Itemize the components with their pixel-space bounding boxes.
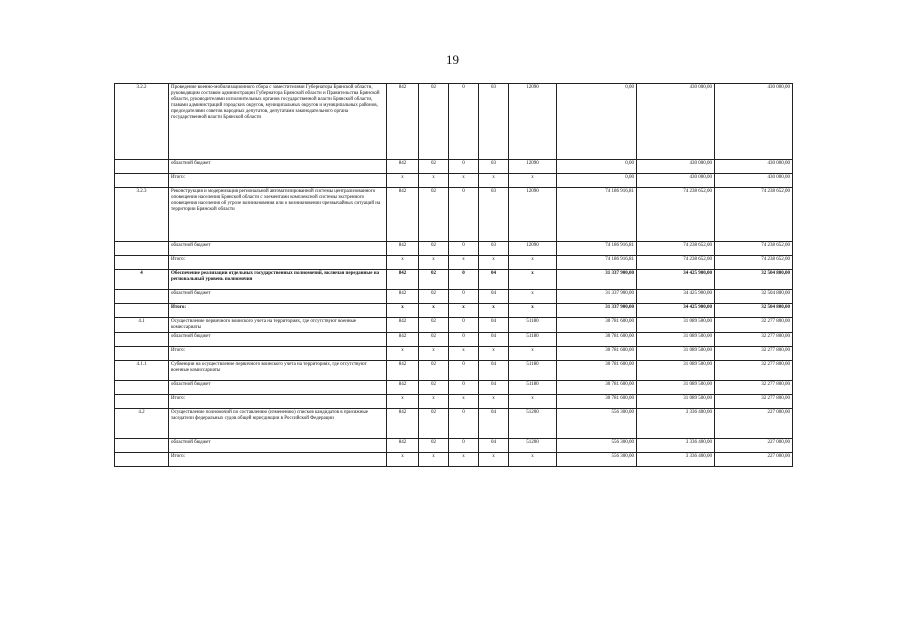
code-gov: 842	[387, 160, 419, 174]
code-section: 02	[419, 270, 449, 290]
row-number	[115, 160, 169, 174]
table-row	[115, 333, 793, 347]
amount-year-2: 31 089 500,00	[637, 381, 715, 395]
code-sub: 0	[449, 409, 479, 439]
amount-year-1: 556 300,00	[557, 439, 637, 453]
code-sub: 0	[449, 439, 479, 453]
row-number: 4	[115, 270, 169, 290]
code-target: х	[509, 304, 557, 318]
table-row	[115, 409, 793, 439]
code-sub: 0	[449, 242, 479, 256]
amount-year-1: 30 781 600,00	[557, 347, 637, 361]
code-sub: 0	[449, 84, 479, 160]
amount-year-1: 30 781 600,00	[557, 318, 637, 333]
code-item: х	[479, 304, 509, 318]
code-item: х	[479, 256, 509, 270]
table-row	[115, 395, 793, 409]
code-target: 51180	[509, 361, 557, 381]
amount-year-3: 227 000,00	[715, 453, 793, 467]
code-target: х	[509, 453, 557, 467]
code-sub: 0	[449, 188, 479, 242]
row-name: областной бюджет	[169, 333, 387, 347]
amount-year-2: 34 425 900,00	[637, 290, 715, 304]
code-section: х	[419, 453, 449, 467]
amount-year-3: 74 238 652,00	[715, 242, 793, 256]
amount-year-2: 430 000,00	[637, 84, 715, 160]
code-sub: 0	[449, 381, 479, 395]
code-section: 02	[419, 333, 449, 347]
row-name: Итого:	[169, 347, 387, 361]
amount-year-1: 31 337 900,00	[557, 290, 637, 304]
amount-year-1: 74 186 916,81	[557, 256, 637, 270]
row-name: Обеспечение реализации отдельных государственных полномочий, включая переданные на региональный уровень полномочия	[169, 270, 387, 290]
row-name: Итого:	[169, 304, 387, 318]
code-gov: 842	[387, 242, 419, 256]
code-gov: 842	[387, 318, 419, 333]
code-gov: х	[387, 174, 419, 188]
code-item: 04	[479, 290, 509, 304]
code-item: 04	[479, 381, 509, 395]
row-name: Итого:	[169, 256, 387, 270]
amount-year-2: 3 336 400,00	[637, 409, 715, 439]
code-item: х	[479, 453, 509, 467]
code-sub: 0	[449, 361, 479, 381]
row-number: 3.2.3	[115, 188, 169, 242]
code-sub: х	[449, 256, 479, 270]
table-row	[115, 304, 793, 318]
amount-year-3: 430 000,00	[715, 84, 793, 160]
code-gov: 842	[387, 361, 419, 381]
amount-year-2: 34 425 900,00	[637, 270, 715, 290]
amount-year-2: 74 238 652,00	[637, 256, 715, 270]
row-number	[115, 347, 169, 361]
row-number: 4.2	[115, 409, 169, 439]
code-gov: 842	[387, 188, 419, 242]
amount-year-2: 3 336 400,00	[637, 439, 715, 453]
amount-year-1: 30 781 600,00	[557, 395, 637, 409]
amount-year-3: 32 504 800,00	[715, 290, 793, 304]
code-section: 02	[419, 381, 449, 395]
amount-year-1: 74 186 916,81	[557, 188, 637, 242]
code-gov: х	[387, 453, 419, 467]
row-name: Итого:	[169, 395, 387, 409]
amount-year-3: 32 277 800,00	[715, 333, 793, 347]
code-section: х	[419, 174, 449, 188]
code-gov: х	[387, 304, 419, 318]
amount-year-1: 31 337 900,00	[557, 304, 637, 318]
amount-year-1: 74 186 916,81	[557, 242, 637, 256]
code-gov: 842	[387, 409, 419, 439]
code-sub: 0	[449, 290, 479, 304]
code-item: 03	[479, 160, 509, 174]
code-gov: х	[387, 256, 419, 270]
amount-year-1: 30 781 600,00	[557, 381, 637, 395]
row-number	[115, 395, 169, 409]
table-row	[115, 160, 793, 174]
row-number	[115, 256, 169, 270]
table-row	[115, 174, 793, 188]
code-section: 02	[419, 409, 449, 439]
code-item: 04	[479, 318, 509, 333]
amount-year-2: 31 089 500,00	[637, 347, 715, 361]
row-number	[115, 439, 169, 453]
row-name: Осуществление первичного воинского учета на территориях, где отсутствуют военные комиссариаты	[169, 318, 387, 333]
code-section: х	[419, 256, 449, 270]
amount-year-3: 74 238 652,00	[715, 188, 793, 242]
code-section: 02	[419, 361, 449, 381]
table-row	[115, 290, 793, 304]
budget-table	[114, 83, 793, 467]
amount-year-2: 31 089 500,00	[637, 318, 715, 333]
code-sub: х	[449, 395, 479, 409]
code-item: 03	[479, 188, 509, 242]
amount-year-2: 430 000,00	[637, 160, 715, 174]
amount-year-1: 31 337 900,00	[557, 270, 637, 290]
code-target: 51200	[509, 439, 557, 453]
amount-year-2: 74 238 652,00	[637, 242, 715, 256]
row-name: областной бюджет	[169, 381, 387, 395]
row-number	[115, 381, 169, 395]
code-target: х	[509, 256, 557, 270]
table-row	[115, 270, 793, 290]
amount-year-3: 32 504 800,00	[715, 270, 793, 290]
table-row	[115, 439, 793, 453]
amount-year-3: 32 277 800,00	[715, 347, 793, 361]
code-target: х	[509, 174, 557, 188]
code-target: 51180	[509, 318, 557, 333]
code-item: 04	[479, 409, 509, 439]
code-sub: х	[449, 453, 479, 467]
code-item: х	[479, 174, 509, 188]
amount-year-2: 31 089 500,00	[637, 361, 715, 381]
table-row	[115, 256, 793, 270]
code-section: х	[419, 304, 449, 318]
amount-year-3: 227 000,00	[715, 409, 793, 439]
amount-year-2: 31 089 500,00	[637, 333, 715, 347]
amount-year-3: 32 504 800,00	[715, 304, 793, 318]
amount-year-1: 556 300,00	[557, 453, 637, 467]
amount-year-3: 227 000,00	[715, 439, 793, 453]
amount-year-3: 32 277 800,00	[715, 318, 793, 333]
code-target: 51180	[509, 333, 557, 347]
code-sub: х	[449, 304, 479, 318]
code-gov: 842	[387, 270, 419, 290]
code-section: 02	[419, 318, 449, 333]
code-item: 04	[479, 439, 509, 453]
amount-year-3: 430 000,00	[715, 174, 793, 188]
code-target: х	[509, 290, 557, 304]
row-name: областной бюджет	[169, 160, 387, 174]
code-section: 02	[419, 439, 449, 453]
code-sub: 0	[449, 318, 479, 333]
amount-year-2: 430 000,00	[637, 174, 715, 188]
code-target: 12090	[509, 84, 557, 160]
code-item: 04	[479, 361, 509, 381]
code-item: х	[479, 395, 509, 409]
code-gov: 842	[387, 381, 419, 395]
row-number	[115, 333, 169, 347]
row-number	[115, 453, 169, 467]
row-number: 4.1.1	[115, 361, 169, 381]
amount-year-3: 32 277 800,00	[715, 381, 793, 395]
row-number	[115, 242, 169, 256]
code-target: 12090	[509, 160, 557, 174]
table-row	[115, 361, 793, 381]
row-name: Реконструкция и модернизация региональной автоматизированной системы централизованного оповещения населения Брянской области с элементами комплексной системы экстренного оповещения населения об угрозе возникновения или о возникновении чрезвычайных ситуаций на территории Брянской области	[169, 188, 387, 242]
amount-year-3: 74 238 652,00	[715, 256, 793, 270]
code-section: 02	[419, 290, 449, 304]
table-row	[115, 318, 793, 333]
amount-year-3: 32 277 800,00	[715, 361, 793, 381]
amount-year-1: 0,00	[557, 174, 637, 188]
row-name: областной бюджет	[169, 439, 387, 453]
code-target: х	[509, 270, 557, 290]
code-item: 04	[479, 333, 509, 347]
code-target: х	[509, 395, 557, 409]
code-sub: 0	[449, 160, 479, 174]
code-gov: х	[387, 395, 419, 409]
table-row	[115, 453, 793, 467]
amount-year-1: 0,00	[557, 84, 637, 160]
code-gov: х	[387, 347, 419, 361]
row-number: 4.1	[115, 318, 169, 333]
code-target: 12090	[509, 188, 557, 242]
code-item: 03	[479, 242, 509, 256]
row-name: Итого:	[169, 174, 387, 188]
row-name: областной бюджет	[169, 242, 387, 256]
code-item: 04	[479, 270, 509, 290]
code-item: х	[479, 347, 509, 361]
code-gov: 842	[387, 439, 419, 453]
amount-year-1: 30 781 600,00	[557, 361, 637, 381]
code-sub: х	[449, 347, 479, 361]
table-row	[115, 188, 793, 242]
row-name: Итого:	[169, 453, 387, 467]
code-section: х	[419, 347, 449, 361]
page-number: 19	[446, 52, 459, 67]
code-section: 02	[419, 242, 449, 256]
amount-year-1: 30 781 600,00	[557, 333, 637, 347]
amount-year-3: 32 277 800,00	[715, 395, 793, 409]
table-row	[115, 381, 793, 395]
row-number	[115, 290, 169, 304]
code-item: 03	[479, 84, 509, 160]
table-row	[115, 242, 793, 256]
row-name: областной бюджет	[169, 290, 387, 304]
amount-year-2: 34 425 900,00	[637, 304, 715, 318]
code-section: 02	[419, 188, 449, 242]
code-gov: 842	[387, 84, 419, 160]
code-target: 51180	[509, 381, 557, 395]
code-section: х	[419, 395, 449, 409]
code-sub: х	[449, 174, 479, 188]
amount-year-2: 74 238 652,00	[637, 188, 715, 242]
row-name: Осуществление полномочий по составлению (изменению) списков кандидатов в присяжные заседатели федеральных судов общей юрисдикции в Российской Федерации	[169, 409, 387, 439]
code-section: 02	[419, 84, 449, 160]
row-name: Проведение военно-мобилизационного сбора с заместителями Губернатора Брянской области, руководящим составом администрации Губернатора Брянской области и Правительства Брянской области, руководителями исполнительных органов государственной власти Брянской области, главами администраций городских округов, муниципальных округов и муниципальных районов, председателями советов народных депутатов, депутатами законодательного органа государственной власти Брянской области	[169, 84, 387, 160]
amount-year-1: 556 300,00	[557, 409, 637, 439]
code-target: 51200	[509, 409, 557, 439]
code-gov: 842	[387, 333, 419, 347]
table-row	[115, 84, 793, 160]
row-number: 3.2.2	[115, 84, 169, 160]
table-row	[115, 347, 793, 361]
amount-year-2: 3 336 400,00	[637, 453, 715, 467]
row-number	[115, 174, 169, 188]
code-section: 02	[419, 160, 449, 174]
code-sub: 0	[449, 270, 479, 290]
amount-year-1: 0,00	[557, 160, 637, 174]
code-target: 12090	[509, 242, 557, 256]
row-number	[115, 304, 169, 318]
code-sub: 0	[449, 333, 479, 347]
code-target: х	[509, 347, 557, 361]
amount-year-3: 430 000,00	[715, 160, 793, 174]
amount-year-2: 31 089 500,00	[637, 395, 715, 409]
code-gov: 842	[387, 290, 419, 304]
row-name: Субвенции на осуществление первичного воинского учета на территориях, где отсутствуют военные комиссариаты	[169, 361, 387, 381]
